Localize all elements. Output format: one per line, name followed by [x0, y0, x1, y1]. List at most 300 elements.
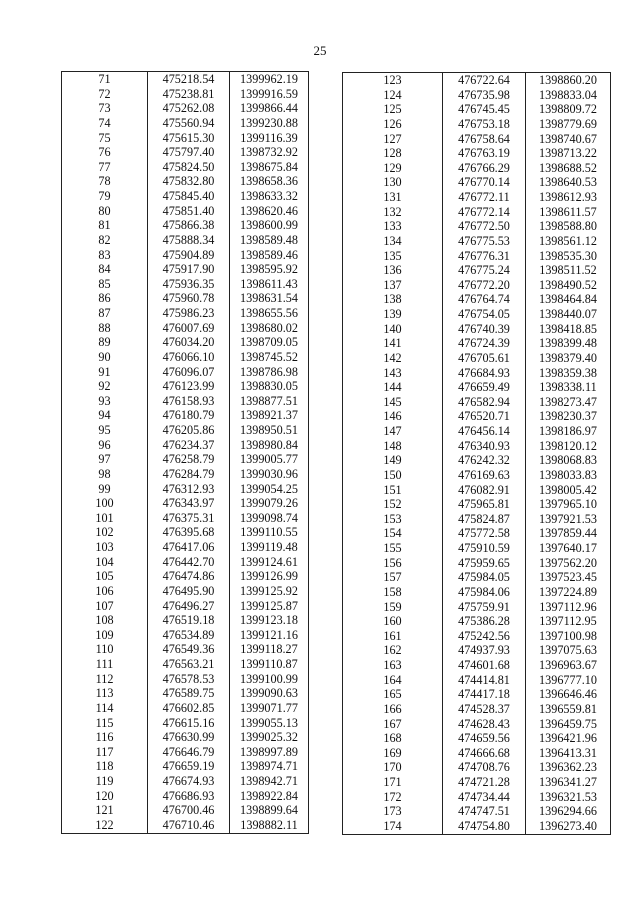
table-row: [62, 72, 309, 87]
x-coordinate-cell: 476740.39: [443, 322, 526, 337]
table-row: [62, 789, 309, 804]
table-row: [62, 379, 309, 394]
y-coordinate-cell: 1398379.40: [526, 351, 611, 366]
table-row: [343, 132, 611, 147]
point-number-cell: 87: [62, 306, 148, 321]
x-coordinate-cell: 476234.37: [148, 438, 230, 453]
x-coordinate-cell: 475845.40: [148, 189, 230, 204]
table-row: [343, 205, 611, 220]
y-coordinate-cell: 1398675.84: [230, 160, 309, 175]
point-number-cell: 170: [343, 760, 443, 775]
y-coordinate-cell: 1398640.53: [526, 175, 611, 190]
point-number-cell: 143: [343, 366, 443, 381]
point-number-cell: 93: [62, 394, 148, 409]
table-row: [343, 687, 611, 702]
y-coordinate-cell: 1399110.55: [230, 525, 309, 540]
table-row: [343, 351, 611, 366]
y-coordinate-cell: 1398612.93: [526, 190, 611, 205]
x-coordinate-cell: 476589.75: [148, 686, 230, 701]
table-row: [343, 409, 611, 424]
x-coordinate-cell: 476754.05: [443, 307, 526, 322]
table-row: [343, 234, 611, 249]
point-number-cell: 159: [343, 600, 443, 615]
x-coordinate-cell: 475797.40: [148, 145, 230, 160]
point-number-cell: 83: [62, 248, 148, 263]
point-number-cell: 107: [62, 599, 148, 614]
table-row: [343, 278, 611, 293]
point-number-cell: 94: [62, 408, 148, 423]
point-number-cell: 128: [343, 146, 443, 161]
y-coordinate-cell: 1399118.27: [230, 642, 309, 657]
point-number-cell: 75: [62, 131, 148, 146]
y-coordinate-cell: 1397112.96: [526, 600, 611, 615]
x-coordinate-cell: 475560.94: [148, 116, 230, 131]
table-row: [62, 686, 309, 701]
x-coordinate-cell: 476375.31: [148, 511, 230, 526]
x-coordinate-cell: 476007.69: [148, 321, 230, 336]
y-coordinate-cell: 1398713.22: [526, 146, 611, 161]
y-coordinate-cell: 1397921.53: [526, 512, 611, 527]
point-number-cell: 106: [62, 584, 148, 599]
y-coordinate-cell: 1398680.02: [230, 321, 309, 336]
x-coordinate-cell: 476205.86: [148, 423, 230, 438]
x-coordinate-cell: 475824.87: [443, 512, 526, 527]
table-row: [62, 116, 309, 131]
x-coordinate-cell: 474666.68: [443, 746, 526, 761]
point-number-cell: 85: [62, 277, 148, 292]
x-coordinate-cell: 474708.76: [443, 760, 526, 775]
x-coordinate-cell: 475904.89: [148, 248, 230, 263]
table-row: [343, 541, 611, 556]
table-row: [62, 189, 309, 204]
point-number-cell: 168: [343, 731, 443, 746]
table-row: [343, 175, 611, 190]
table-row: [343, 790, 611, 805]
y-coordinate-cell: 1399119.48: [230, 540, 309, 555]
table-row: [62, 657, 309, 672]
point-number-cell: 97: [62, 452, 148, 467]
x-coordinate-cell: 476442.70: [148, 555, 230, 570]
x-coordinate-cell: 476772.11: [443, 190, 526, 205]
table-row: [62, 277, 309, 292]
point-number-cell: 169: [343, 746, 443, 761]
point-number-cell: 109: [62, 628, 148, 643]
table-row: [343, 380, 611, 395]
point-number-cell: 164: [343, 673, 443, 688]
y-coordinate-cell: 1397224.89: [526, 585, 611, 600]
point-number-cell: 154: [343, 526, 443, 541]
x-coordinate-cell: 476312.93: [148, 482, 230, 497]
table-row: [62, 467, 309, 482]
x-coordinate-cell: 475386.28: [443, 614, 526, 629]
point-number-cell: 84: [62, 262, 148, 277]
y-coordinate-cell: 1396362.23: [526, 760, 611, 775]
table-row: [343, 585, 611, 600]
table-row: [343, 146, 611, 161]
table-row: [62, 482, 309, 497]
y-coordinate-cell: 1399071.77: [230, 701, 309, 716]
x-coordinate-cell: 476082.91: [443, 483, 526, 498]
y-coordinate-cell: 1399125.87: [230, 599, 309, 614]
point-number-cell: 105: [62, 569, 148, 584]
table-row: [343, 249, 611, 264]
x-coordinate-cell: 476684.93: [443, 366, 526, 381]
table-row: [62, 774, 309, 789]
y-coordinate-cell: 1397523.45: [526, 570, 611, 585]
x-coordinate-cell: 476258.79: [148, 452, 230, 467]
x-coordinate-cell: 476474.86: [148, 569, 230, 584]
y-coordinate-cell: 1398809.72: [526, 102, 611, 117]
x-coordinate-cell: 476180.79: [148, 408, 230, 423]
table-row: [343, 629, 611, 644]
x-coordinate-cell: 475851.40: [148, 204, 230, 219]
table-row: [343, 73, 611, 88]
x-coordinate-cell: 474734.44: [443, 790, 526, 805]
table-row: [62, 394, 309, 409]
table-row: [62, 350, 309, 365]
y-coordinate-cell: 1399110.87: [230, 657, 309, 672]
point-number-cell: 98: [62, 467, 148, 482]
table-row: [62, 438, 309, 453]
point-number-cell: 123: [343, 73, 443, 88]
table-row: [62, 730, 309, 745]
table-row: [343, 497, 611, 512]
coordinates-table-left: [61, 71, 309, 834]
y-coordinate-cell: 1398561.12: [526, 234, 611, 249]
point-number-cell: 95: [62, 423, 148, 438]
y-coordinate-cell: 1398631.54: [230, 291, 309, 306]
point-number-cell: 117: [62, 745, 148, 760]
x-coordinate-cell: 476242.32: [443, 453, 526, 468]
y-coordinate-cell: 1399126.99: [230, 569, 309, 584]
y-coordinate-cell: 1398005.42: [526, 483, 611, 498]
y-coordinate-cell: 1399055.13: [230, 716, 309, 731]
point-number-cell: 79: [62, 189, 148, 204]
table-row: [62, 321, 309, 336]
x-coordinate-cell: 476758.64: [443, 132, 526, 147]
table-row: [62, 584, 309, 599]
point-number-cell: 126: [343, 117, 443, 132]
y-coordinate-cell: 1397562.20: [526, 556, 611, 571]
point-number-cell: 174: [343, 819, 443, 834]
y-coordinate-cell: 1397859.44: [526, 526, 611, 541]
x-coordinate-cell: 476158.93: [148, 394, 230, 409]
x-coordinate-cell: 475959.65: [443, 556, 526, 571]
table-row: [343, 614, 611, 629]
y-coordinate-cell: 1396421.96: [526, 731, 611, 746]
point-number-cell: 77: [62, 160, 148, 175]
x-coordinate-cell: 476602.85: [148, 701, 230, 716]
table-row: [62, 540, 309, 555]
x-coordinate-cell: 475936.35: [148, 277, 230, 292]
table-row: [62, 599, 309, 614]
x-coordinate-cell: 475986.23: [148, 306, 230, 321]
x-coordinate-cell: 475984.05: [443, 570, 526, 585]
x-coordinate-cell: 476710.46: [148, 818, 230, 833]
x-coordinate-cell: 476496.27: [148, 599, 230, 614]
x-coordinate-cell: 476674.93: [148, 774, 230, 789]
point-number-cell: 132: [343, 205, 443, 220]
point-number-cell: 165: [343, 687, 443, 702]
x-coordinate-cell: 476764.74: [443, 292, 526, 307]
point-number-cell: 76: [62, 145, 148, 160]
y-coordinate-cell: 1399005.77: [230, 452, 309, 467]
point-number-cell: 149: [343, 453, 443, 468]
y-coordinate-cell: 1398779.69: [526, 117, 611, 132]
x-coordinate-cell: 475262.08: [148, 101, 230, 116]
y-coordinate-cell: 1399866.44: [230, 101, 309, 116]
table-row: [62, 525, 309, 540]
table-row: [343, 600, 611, 615]
point-number-cell: 167: [343, 717, 443, 732]
y-coordinate-cell: 1398418.85: [526, 322, 611, 337]
table-row: [62, 174, 309, 189]
y-coordinate-cell: 1398877.51: [230, 394, 309, 409]
x-coordinate-cell: 475218.54: [148, 72, 230, 87]
table-row: [343, 760, 611, 775]
coordinates-table-right-body: [343, 73, 611, 835]
y-coordinate-cell: 1398860.20: [526, 73, 611, 88]
point-number-cell: 150: [343, 468, 443, 483]
x-coordinate-cell: 476700.46: [148, 803, 230, 818]
y-coordinate-cell: 1398611.43: [230, 277, 309, 292]
y-coordinate-cell: 1396273.40: [526, 819, 611, 834]
point-number-cell: 112: [62, 672, 148, 687]
table-row: [343, 117, 611, 132]
table-row: [343, 643, 611, 658]
x-coordinate-cell: 476395.68: [148, 525, 230, 540]
x-coordinate-cell: 474937.93: [443, 643, 526, 658]
table-row: [343, 556, 611, 571]
y-coordinate-cell: 1398120.12: [526, 439, 611, 454]
x-coordinate-cell: 476735.98: [443, 88, 526, 103]
x-coordinate-cell: 474747.51: [443, 804, 526, 819]
y-coordinate-cell: 1398589.48: [230, 233, 309, 248]
point-number-cell: 162: [343, 643, 443, 658]
point-number-cell: 166: [343, 702, 443, 717]
y-coordinate-cell: 1398595.92: [230, 262, 309, 277]
x-coordinate-cell: 475238.81: [148, 87, 230, 102]
point-number-cell: 173: [343, 804, 443, 819]
table-row: [62, 233, 309, 248]
point-number-cell: 155: [343, 541, 443, 556]
y-coordinate-cell: 1398655.56: [230, 306, 309, 321]
table-row: [62, 160, 309, 175]
x-coordinate-cell: 476775.24: [443, 263, 526, 278]
point-number-cell: 103: [62, 540, 148, 555]
x-coordinate-cell: 476034.20: [148, 335, 230, 350]
point-number-cell: 110: [62, 642, 148, 657]
table-row: [343, 424, 611, 439]
y-coordinate-cell: 1398922.84: [230, 789, 309, 804]
y-coordinate-cell: 1398950.51: [230, 423, 309, 438]
x-coordinate-cell: 475910.59: [443, 541, 526, 556]
y-coordinate-cell: 1396777.10: [526, 673, 611, 688]
table-row: [62, 496, 309, 511]
point-number-cell: 137: [343, 278, 443, 293]
y-coordinate-cell: 1398745.52: [230, 350, 309, 365]
y-coordinate-cell: 1398980.84: [230, 438, 309, 453]
table-row: [343, 366, 611, 381]
table-row: [62, 569, 309, 584]
table-row: [62, 408, 309, 423]
y-coordinate-cell: 1398974.71: [230, 759, 309, 774]
point-number-cell: 99: [62, 482, 148, 497]
y-coordinate-cell: 1396321.53: [526, 790, 611, 805]
y-coordinate-cell: 1398633.32: [230, 189, 309, 204]
y-coordinate-cell: 1398942.71: [230, 774, 309, 789]
y-coordinate-cell: 1399079.26: [230, 496, 309, 511]
y-coordinate-cell: 1398620.46: [230, 204, 309, 219]
y-coordinate-cell: 1399230.88: [230, 116, 309, 131]
point-number-cell: 153: [343, 512, 443, 527]
table-row: [343, 102, 611, 117]
y-coordinate-cell: 1398786.98: [230, 365, 309, 380]
x-coordinate-cell: 476776.31: [443, 249, 526, 264]
y-coordinate-cell: 1398921.37: [230, 408, 309, 423]
table-row: [343, 702, 611, 717]
y-coordinate-cell: 1399124.61: [230, 555, 309, 570]
point-number-cell: 80: [62, 204, 148, 219]
table-row: [62, 716, 309, 731]
table-row: [62, 306, 309, 321]
point-number-cell: 145: [343, 395, 443, 410]
y-coordinate-cell: 1398359.38: [526, 366, 611, 381]
table-row: [62, 335, 309, 350]
x-coordinate-cell: 476659.49: [443, 380, 526, 395]
y-coordinate-cell: 1398440.07: [526, 307, 611, 322]
x-coordinate-cell: 474414.81: [443, 673, 526, 688]
y-coordinate-cell: 1398997.89: [230, 745, 309, 760]
y-coordinate-cell: 1398589.46: [230, 248, 309, 263]
x-coordinate-cell: 475832.80: [148, 174, 230, 189]
y-coordinate-cell: 1398338.11: [526, 380, 611, 395]
x-coordinate-cell: 476417.06: [148, 540, 230, 555]
point-number-cell: 151: [343, 483, 443, 498]
table-row: [343, 775, 611, 790]
x-coordinate-cell: 476578.53: [148, 672, 230, 687]
point-number-cell: 102: [62, 525, 148, 540]
point-number-cell: 101: [62, 511, 148, 526]
table-row: [62, 745, 309, 760]
table-row: [343, 263, 611, 278]
table-row: [62, 642, 309, 657]
page-number: 25: [313, 43, 327, 58]
table-row: [62, 701, 309, 716]
y-coordinate-cell: 1399025.32: [230, 730, 309, 745]
x-coordinate-cell: 474417.18: [443, 687, 526, 702]
x-coordinate-cell: 474628.43: [443, 717, 526, 732]
y-coordinate-cell: 1398882.11: [230, 818, 309, 833]
x-coordinate-cell: 476770.14: [443, 175, 526, 190]
x-coordinate-cell: 475960.78: [148, 291, 230, 306]
x-coordinate-cell: 474528.37: [443, 702, 526, 717]
x-coordinate-cell: 476772.20: [443, 278, 526, 293]
table-row: [62, 511, 309, 526]
x-coordinate-cell: 474754.80: [443, 819, 526, 834]
point-number-cell: 113: [62, 686, 148, 701]
y-coordinate-cell: 1399123.18: [230, 613, 309, 628]
table-row: [343, 483, 611, 498]
y-coordinate-cell: 1399116.39: [230, 131, 309, 146]
x-coordinate-cell: 476772.50: [443, 219, 526, 234]
table-row: [343, 819, 611, 834]
x-coordinate-cell: 476495.90: [148, 584, 230, 599]
x-coordinate-cell: 476615.16: [148, 716, 230, 731]
y-coordinate-cell: 1398511.52: [526, 263, 611, 278]
y-coordinate-cell: 1399121.16: [230, 628, 309, 643]
y-coordinate-cell: 1396963.67: [526, 658, 611, 673]
point-number-cell: 127: [343, 132, 443, 147]
y-coordinate-cell: 1397075.63: [526, 643, 611, 658]
x-coordinate-cell: 476630.99: [148, 730, 230, 745]
x-coordinate-cell: 476096.07: [148, 365, 230, 380]
table-row: [62, 248, 309, 263]
point-number-cell: 142: [343, 351, 443, 366]
y-coordinate-cell: 1396646.46: [526, 687, 611, 702]
table-row: [343, 322, 611, 337]
x-coordinate-cell: 476520.71: [443, 409, 526, 424]
x-coordinate-cell: 476123.99: [148, 379, 230, 394]
table-row: [343, 336, 611, 351]
y-coordinate-cell: 1398033.83: [526, 468, 611, 483]
table-row: [343, 804, 611, 819]
x-coordinate-cell: 476340.93: [443, 439, 526, 454]
point-number-cell: 86: [62, 291, 148, 306]
y-coordinate-cell: 1399916.59: [230, 87, 309, 102]
table-row: [343, 658, 611, 673]
x-coordinate-cell: 476763.19: [443, 146, 526, 161]
point-number-cell: 78: [62, 174, 148, 189]
point-number-cell: 131: [343, 190, 443, 205]
y-coordinate-cell: 1398068.83: [526, 453, 611, 468]
y-coordinate-cell: 1398611.57: [526, 205, 611, 220]
y-coordinate-cell: 1398535.30: [526, 249, 611, 264]
point-number-cell: 135: [343, 249, 443, 264]
point-number-cell: 125: [343, 102, 443, 117]
point-number-cell: 74: [62, 116, 148, 131]
table-row: [62, 628, 309, 643]
table-row: [343, 731, 611, 746]
point-number-cell: 82: [62, 233, 148, 248]
y-coordinate-cell: 1399125.92: [230, 584, 309, 599]
table-row: [343, 453, 611, 468]
point-number-cell: 81: [62, 218, 148, 233]
x-coordinate-cell: 474659.56: [443, 731, 526, 746]
point-number-cell: 156: [343, 556, 443, 571]
point-number-cell: 144: [343, 380, 443, 395]
table-row: [62, 365, 309, 380]
point-number-cell: 119: [62, 774, 148, 789]
x-coordinate-cell: 475615.30: [148, 131, 230, 146]
table-row: [62, 613, 309, 628]
point-number-cell: 122: [62, 818, 148, 833]
table-row: [343, 161, 611, 176]
y-coordinate-cell: 1399098.74: [230, 511, 309, 526]
point-number-cell: 138: [343, 292, 443, 307]
x-coordinate-cell: 476646.79: [148, 745, 230, 760]
table-row: [343, 570, 611, 585]
x-coordinate-cell: 476753.18: [443, 117, 526, 132]
point-number-cell: 147: [343, 424, 443, 439]
table-row: [343, 190, 611, 205]
x-coordinate-cell: 476766.29: [443, 161, 526, 176]
point-number-cell: 172: [343, 790, 443, 805]
y-coordinate-cell: 1397112.95: [526, 614, 611, 629]
table-row: [62, 145, 309, 160]
point-number-cell: 89: [62, 335, 148, 350]
x-coordinate-cell: 475866.38: [148, 218, 230, 233]
